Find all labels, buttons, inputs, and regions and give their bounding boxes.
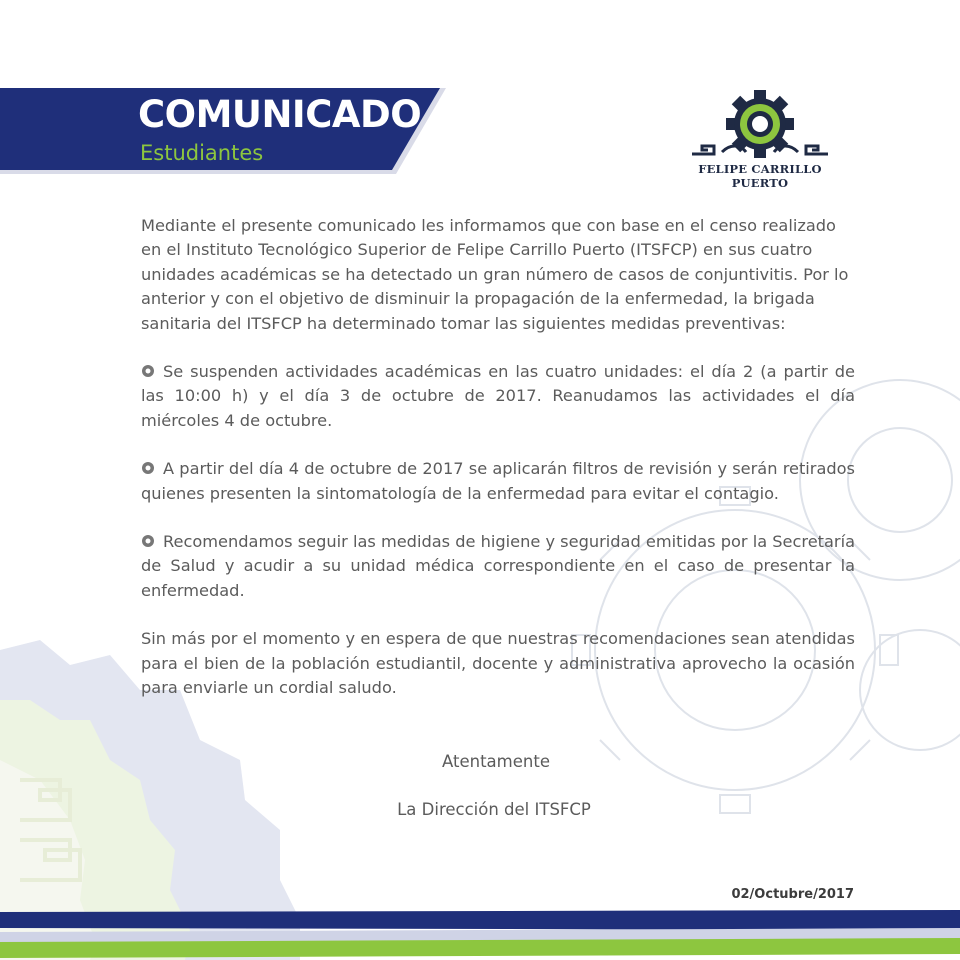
- logo-name: FELIPE CARRILLO PUERTO: [698, 162, 822, 190]
- salutation: Atentamente: [442, 752, 550, 771]
- list-item: [141, 457, 855, 506]
- list-item-text: Se suspenden actividades académicas en las cuatro unidades: el día 2 (a partir de las 10:00 h) y el día 3 de octubre de 2017. Reanudamos las actividades el día miércoles 4 de octubre.: [141, 362, 855, 430]
- gear-bullet-icon: [141, 534, 155, 548]
- list-item-text: Recomendamos seguir las medidas de higiene y seguridad emitidas por la Secretaría de Salud y acudir a su unidad médica correspondiente en el caso de presentar la enfermedad.: [141, 532, 855, 600]
- sender: La Dirección del ITSFCP: [397, 800, 591, 819]
- intro-paragraph: Mediante el presente comunicado les informamos que con base en el censo realizado en el Instituto Tecnológico Superior de Felipe Carrillo Puerto (ITSFCP) en sus cuatro unidades académicas se ha detectado un gran número de casos de conjuntivitis. Por lo anterior y con el objetivo de disminuir la propagación de la enfermedad, la brigada sanitaria del ITSFCP ha determinado tomar las siguientes medidas preventivas:: [141, 216, 849, 333]
- communique-body: [141, 214, 855, 701]
- closing-paragraph: Sin más por el momento y en espera de que nuestras recomendaciones sean atendidas para el bien de la población estudiantil, docente y administrativa aprovecho la ocasión para enviarle un cordial saludo.: [141, 629, 855, 698]
- list-item: [141, 530, 855, 603]
- list-item: [141, 360, 855, 433]
- document-date: 02/Octubre/2017: [731, 887, 854, 902]
- header-subtitle: Estudiantes: [140, 141, 264, 165]
- list-item-text: A partir del día 4 de octubre de 2017 se aplicarán filtros de revisión y serán retirados quienes presenten la sintomatología de la enfermedad para evitar el contagio.: [141, 459, 855, 503]
- gear-bullet-icon: [141, 461, 155, 475]
- header-title: COMUNICADO: [138, 93, 422, 136]
- gear-bullet-icon: [141, 364, 155, 378]
